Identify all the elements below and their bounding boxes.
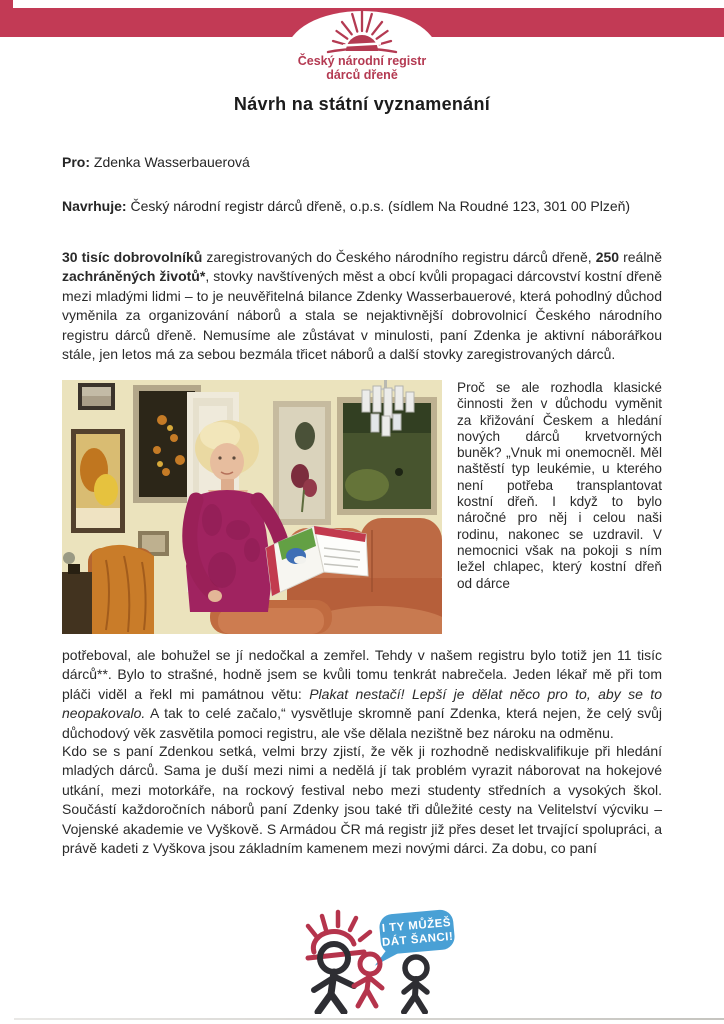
armchair-left — [88, 545, 154, 634]
scan-artifact-corner — [0, 0, 13, 8]
intro-text-2: reálně — [619, 249, 662, 265]
intro-text-3: , stovky navštívených měst a obcí kvůli propagaci dárcovství kostní dřeně mezi mladými lidmi – to je neuvěřitelná bilance Zdenky Wasserbauerové, která pohodlný důchod vyměnila za organizování náborů a stala se nejaktivnější dobrovolnicí Českého národního registru dárců dřeně. Nemusíme ale zůstávat v minulosti, paní Zdenka je aktivní náborářkou stále, jen letos má za sebou bezmála třicet náborů a další stovky zaregistrovaných dárců. — [62, 268, 663, 363]
proposer-line — [62, 198, 662, 214]
brand-name-line1: Český národní registr — [297, 54, 427, 68]
paragraph-recruiting: Kdo se s paní Zdenkou setká, velmi brzy zjistí, že věk ji rozhodně nediskvalifikuje při hledání mladých dárců. Sama je duší mezi nimi a nedělá jí tak problém vyrazit náborovat na hokejové utkání, mezi motorkáře, na rockový festival nebo mezi studenty středních a vysokých škol. Součástí každoročních náborů paní Zdenky jsou také tři důležité cesty na Velitelství výcviku – Vojenské akademie ve Vyškově. S Armádou ČR má registr již přes deset let trvající spolupráci, a právě kadeti z Vyškova jsou základním kamenem mezi novými dárci. Za dobu, co paní — [62, 743, 662, 857]
recipient-label: Pro: — [62, 154, 90, 170]
intro-bold-lives: zachráněných životů* — [62, 268, 206, 285]
continuation-text-2: A tak to celé začalo,“ vysvětluje skromně paní Zdenka, která nejen, že celý svůj důchodový věk zasvětila pomoci registru, ale vše dělala nezištně bez nároku na odměnu. — [62, 705, 662, 741]
bubble-line1: I TY MŮŽEŠ — [381, 916, 452, 935]
brand-name — [0, 55, 724, 82]
intro-bold-250: 250 — [595, 249, 620, 265]
recipient-value: Zdenka Wasserbauerová — [93, 154, 250, 170]
proposer-label: Navrhuje: — [62, 198, 127, 214]
quote-italic: Plakat nestačí! Lepší je dělat něco pro to, aby se to neopakovalo. — [62, 685, 662, 722]
intro-text: zaregistrovaných do Českého národního registru dárců dřeně, — [202, 249, 596, 265]
photo-zdenka-living-room — [62, 380, 442, 634]
paragraph-intro — [62, 248, 662, 364]
proposer-value: Český národní registr dárců dřeně, o.p.s. (sídlem Na Roudné 123, 301 00 Plzeň) — [130, 198, 631, 214]
intro-bold-donors: 30 tisíc dobrovolníků — [62, 249, 203, 265]
sun-hat-icon — [308, 912, 370, 958]
scanner-edge-line — [14, 1018, 724, 1020]
continuation-text: potřeboval, ale bohužel se jí nedočkal a zemřel. Tehdy v našem registru bylo totiž jen 11 tisíc dárců**. Bylo to strašné, hodně jsem se kvůli tomu tenkrát nabrečela. Jeden lékař mě při tom pláči viděl a řekl mi památnou větu: — [62, 647, 662, 702]
paragraph-beside-photo: Proč se ale rozhodla klasické činnosti žen v důchodu vyměnit za křižování Českem a hledání nových dárců krvetvorných buněk? „Vnuk mi onemocněl. Měl naštěstí typ leukémie, u kterého není potřeba transplantovat kostní dřeň. I když to bylo náročné pro něj i celou naši rodinu, nakonec se uzdravil. V nemocnici však na pokoji s ním ležel chlapec, který kostní dřeň od dárce — [457, 380, 662, 591]
brand-name-line2: dárců dřeně — [326, 67, 398, 82]
rising-sun-icon — [312, 9, 412, 55]
paragraph-continuation — [62, 646, 662, 743]
footer-charity-logo — [296, 900, 458, 1014]
stick-figure-child-black — [404, 957, 427, 1012]
document-title: Návrh na státní vyznamenání — [233, 94, 491, 114]
recipient-line — [62, 154, 662, 170]
photo-and-text-row — [62, 380, 662, 634]
bubble-line2: DÁT ŠANCI! — [381, 930, 454, 949]
stick-figure-child-red — [354, 954, 382, 1006]
